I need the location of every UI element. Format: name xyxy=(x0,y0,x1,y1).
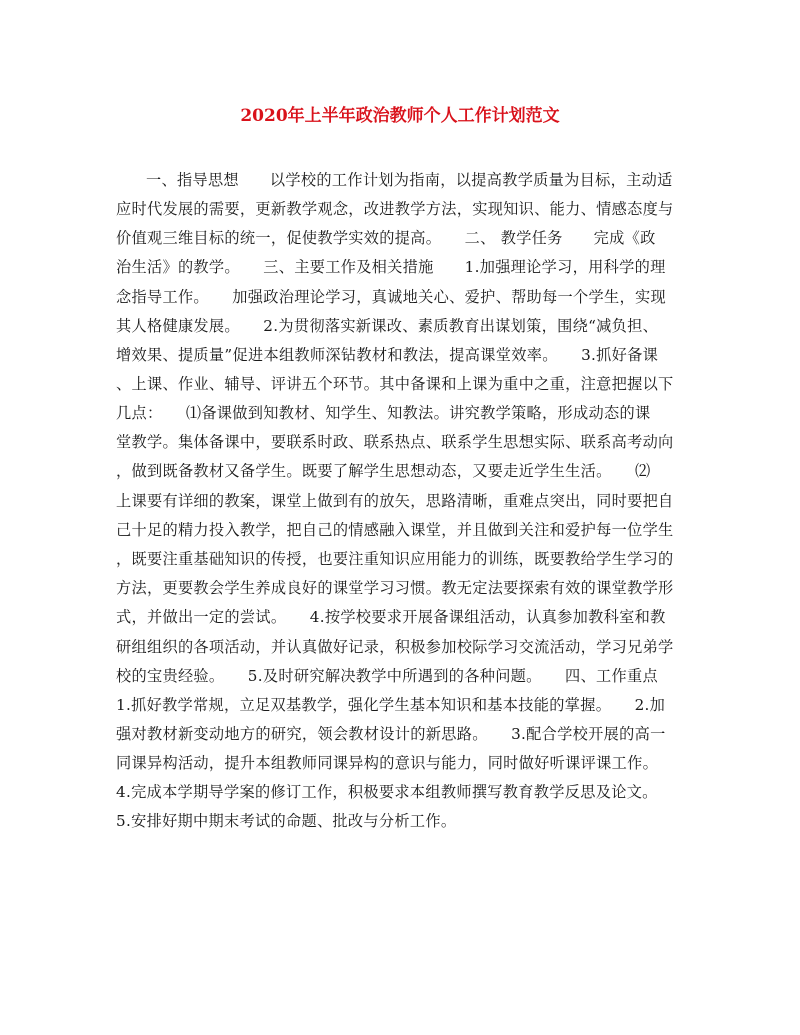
body-line: 、上课、作业、辅导、评讲五个环节。其中备课和上课为重中之重，注意把握以下 xyxy=(116,375,674,393)
body-line: 念指导工作。 加强政治理论学习，真诚地关心、爱护、帮助每一个学生，实现 xyxy=(116,288,666,306)
body-line: 一、指导思想 以学校的工作计划为指南，以提高教学质量为目标，主动适 xyxy=(146,171,673,189)
body-line: 其人格健康发展。 2.为贯彻落实新课改、素质教育出谋划策，围绕“减负担、 xyxy=(116,317,659,335)
body-line: 校的宝贵经验。 5.及时研究解决教学中所遇到的各种问题。 四、工作重点 xyxy=(116,667,658,685)
body-line: 强对教材新变动地方的研究，领会教材设计的新思路。 3.配合学校开展的高一 xyxy=(116,725,666,743)
body-line: 1.抓好教学常规，立足双基教学，强化学生基本知识和基本技能的掌握。 2.加 xyxy=(116,696,666,714)
body-line: 价值观三维目标的统一，促使教学实效的提高。 二、 教学任务 完成《政 xyxy=(116,229,656,247)
body-line: 式，并做出一定的尝试。 4.按学校要求开展备课组活动，认真参加教科室和教 xyxy=(116,608,666,626)
body-line: 研组组织的各项活动，并认真做好记录，积极参加校际学习交流活动，学习兄弟学 xyxy=(116,638,674,656)
body-line: 4.完成本学期导学案的修订工作，积极要求本组教师撰写教育教学反思及论文。 xyxy=(116,783,658,801)
body-line: 同课异构活动，提升本组教师同课异构的意识与能力，同时做好听课评课工作。 xyxy=(116,754,659,772)
body-line: 5.安排好期中期末考试的命题、批改与分析工作。 xyxy=(116,812,457,830)
body-line: 增效果、提质量”促进本组教师深钻教材和教法，提高课堂效率。 3.抓好备课 xyxy=(116,346,659,364)
body-line: 治生活》的教学。 三、主要工作及相关措施 1.加强理论学习，用科学的理 xyxy=(116,258,666,276)
body-line: ，既要注重基础知识的传授，也要注重知识应用能力的训练，既要教给学生学习的 xyxy=(116,550,674,568)
body-line: ，做到既备教材又备学生。既要了解学生思想动态，又要走近学生生活。 ⑵ xyxy=(116,462,651,480)
body-line: 几点： ⑴备课做到知教材、知学生、知教法。讲究教学策略，形成动态的课 xyxy=(116,404,651,422)
document-title: 2020年上半年政治教师个人工作计划范文 xyxy=(240,106,560,126)
body-line: 堂教学。集体备课中，要联系时政、联系热点、联系学生思想实际、联系高考动向 xyxy=(116,433,674,451)
body-line: 方法，更要教会学生养成良好的课堂学习习惯。教无定法要探索有效的课堂教学形 xyxy=(116,579,674,597)
body-line: 上课要有详细的教案，课堂上做到有的放矢，思路清晰，重难点突出，同时要把自 xyxy=(116,492,674,510)
body-line: 应时代发展的需要，更新教学观念，改进教学方法，实现知识、能力、情感态度与 xyxy=(116,200,674,218)
body-line: 己十足的精力投入教学，把自己的情感融入课堂，并且做到关注和爱护每一位学生 xyxy=(116,521,674,539)
